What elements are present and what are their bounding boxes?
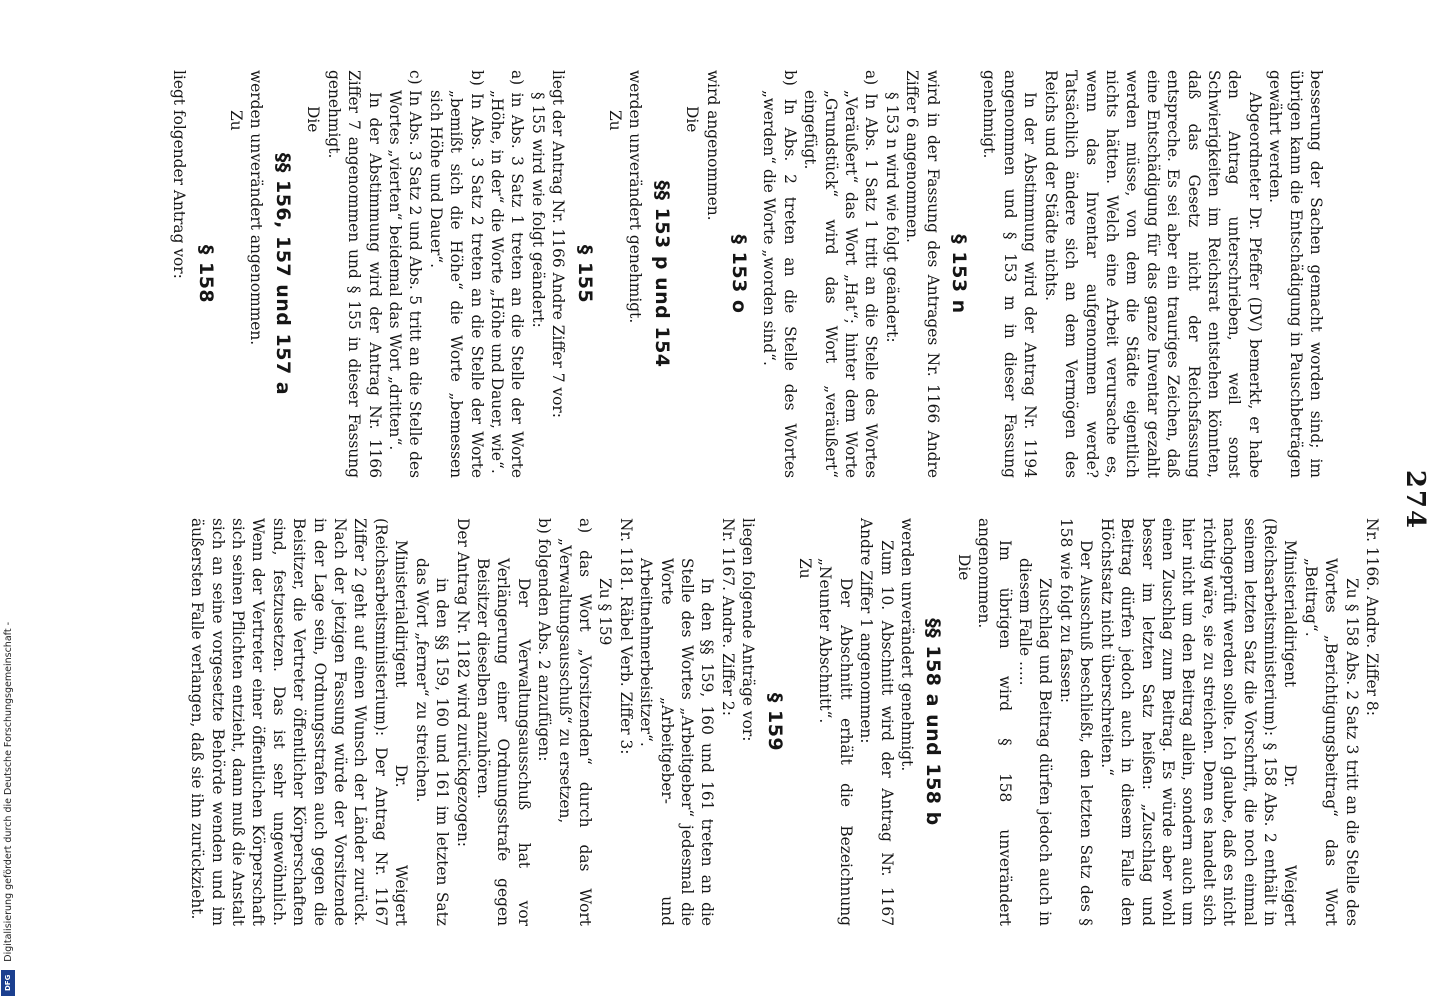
paragraph: Ministerialdirigent Dr. Weigert (Reichsarbeitsministerium): Der Antrag Nr. 1167 Ziffer 2 geht auf einen Wunsch der Länder zurück. Nach der jetzigen Fassung würde der Vorsitzende in der Lage sein, Ordnungsstrafen auch gegen die Beisitzer, die Vertreter öffentlicher Körperschaften sind, festzusetzen. Das ist sehr ungewöhnlich. Wenn der Vertreter einer öffentlichen Körperschaft sich seinen Pflichten entzieht, dann muß die Anstalt sich an seine vorgesetzte Behörde wenden und im äußersten Falle verlangen, daß sie ihn zurückzieht. <box>188 518 411 926</box>
paragraph: Zu § 159 <box>596 578 615 646</box>
paragraph: Zuschlag und Beitrag dürfen jedoch auch in diesem Falle ..... <box>1016 558 1055 926</box>
section-heading: § 153 o <box>728 234 751 314</box>
paragraph: § 155 wird wie folgt geändert: <box>528 92 547 328</box>
paragraph: Die <box>954 554 973 581</box>
paragraph: Nr. 1166. Andre. Ziffer 8: <box>1363 518 1381 716</box>
paragraph: In der Abstimmung wird der Antrag Nr. 1194 angenommen und § 153 m in dieser Fassung genehmigt. <box>980 70 1040 478</box>
paragraph: werden unverändert genehmigt. <box>626 70 645 324</box>
dfg-logo-icon: DFG <box>1 970 15 996</box>
section-heading: §§ 153 p und 154 <box>650 180 673 368</box>
paragraph: In den §§ 159, 160 und 161 treten an die Stelle des Wortes „Arbeitgeber“ jedesmal die Worte „Arbeitgeber- und Arbeitnehmerbeisitzer“. <box>637 558 717 926</box>
paragraph: Der Abschnitt erhält die Bezeichnung „Neunter Abschnitt“. <box>816 558 855 926</box>
paragraph: In der Abstimmung wird der Antrag Nr. 1166 Ziffer 7 angenommen und § 155 in dieser Fassung genehmigt. <box>324 70 384 478</box>
paragraph: Der Ausschuß beschließt, den letzten Satz des § 158 wie folgt zu fassen: <box>1056 518 1096 926</box>
section-heading: §§ 156, 157 und 157 a <box>271 152 294 396</box>
paragraph: wird in der Fassung des Antrages Nr. 1166 Andre Ziffer 6 angenommen. <box>903 70 942 478</box>
page-number: 274 <box>1400 469 1430 531</box>
paragraph: liegen folgende Anträge vor: <box>739 518 758 742</box>
paragraph: in den §§ 159, 160 und 161 im letzten Satz das Wort „ferner“ zu streichen. <box>412 558 452 926</box>
paragraph: Der Antrag Nr. 1182 wird zurückgezogen: <box>453 518 472 847</box>
digitization-credit: Digitalisierung gefördert durch die Deutsche Forschungsgemeinschaft - <box>3 622 14 962</box>
list-item: b) In Abs. 2 treten an die Stelle des Wortes „werden“ die Worte „worden sind“. <box>760 70 799 478</box>
paragraph: Der Verwaltungsausschuß hat vor Verlängerung einer Ordnungsstrafe gegen Beisitzer dieselben anzuhören. <box>473 558 533 926</box>
paragraph: Im übrigen wird § 158 unverändert angenommen. <box>975 518 1014 926</box>
section-heading: § 155 <box>573 244 596 304</box>
paragraph: Zu § 158 Abs. 2 Satz 3 tritt an die Stelle des Wortes „Berichtigungsbeitrag“ das Wort „Beitrag“. <box>1301 558 1361 926</box>
list-item: c) In Abs. 3 Satz 2 und Abs. 5 tritt an die Stelle des Wortes „vierten“ beidemal das Wort „dritten“. <box>385 70 425 478</box>
paragraph: § 153 n wird wie folgt geändert: <box>882 92 901 343</box>
list-item: b) In Abs. 3 Satz 2 treten an die Stelle der Worte „bemißt sich die Höhe“ die Worte „bemessen sich Höhe und Dauer“. <box>426 70 486 478</box>
paragraph: werden unverändert genehmigt. <box>898 518 917 772</box>
paragraph: liegt folgender Antrag vor: <box>170 70 189 279</box>
paragraph: Die <box>683 106 702 133</box>
paragraph: Abgeordneter Dr. Pfeffer (DV) bemerkt, er habe den Antrag unterschrieben, weil sonst Schwierigkeiten im Reichsrat entstehen könnten, daß das Gesetz nicht der Reichsfassung entspreche. Es sei aber ein trauriges Zeichen, daß eine Entschädigung für das ganze Inventar gezahlt werden müsse, von dem die Städte eigentlich nichts hätten. Welch eine Arbeit verursache es, wenn das Inventar aufgenommen werde? Tatsächlich ändere sich an dem Vermögen des Reichs und der Städte nichts. <box>1041 70 1264 478</box>
paragraph: wird angenommen. <box>703 70 722 221</box>
paragraph: Zu <box>606 110 624 131</box>
section-heading: § 153 n <box>948 234 971 314</box>
paragraph: Nr. 1181. Räbel Verb. Ziffer 3: <box>616 518 635 755</box>
paragraph: Ministerialdirigent Dr. Weigert (Reichsarbeitsministerium): § 158 Abs. 2 enthält in seinem letzten Satz die Vorschrift, die noch einmal nachgeprüft werden sollte. Ich glaube, daß es nicht richtig wäre, sie zu streichen. Denn es handelt sich hier nicht um den Beitrag allein, sondern auch um einen Zuschlag zum Beitrag. Es würde aber wohl besser im letzten Satz heißen: „Zuschlag und Beitrag dürfen jedoch auch in diesem Falle den Höchstsatz nicht überschreiten.“ <box>1097 518 1300 926</box>
paragraph: Zum 10. Abschnitt wird der Antrag Nr. 1167 Andre Ziffer 1 angenommen: <box>857 518 896 926</box>
left-column <box>169 70 1326 478</box>
paragraph: Zu <box>227 110 246 131</box>
paragraph: liegt der Antrag Nr. 1166 Andre Ziffer 7 vor: <box>549 70 568 418</box>
section-heading: § 158 <box>194 244 217 304</box>
paragraph: Zu <box>796 558 815 579</box>
right-column <box>187 518 1382 926</box>
list-item: a) das Wort „Vorsitzenden“ durch das Wort „Verwaltungsausschuß“ zu ersetzen, <box>555 518 594 926</box>
paragraph: werden unverändert angenommen. <box>247 70 266 346</box>
list-item: a) in Abs. 3 Satz 1 treten an die Stelle der Worte „Höhe, in der“ die Worte „Höhe und Dauer, wie“. <box>487 70 527 478</box>
paragraph: besserung der Sachen gemacht worden sind; im übrigen kann die Entschädigung in Pauschbeträgen gewährt werden. <box>1266 70 1325 478</box>
section-heading: §§ 158 a und 158 b <box>922 618 945 826</box>
section-heading: § 159 <box>763 692 786 752</box>
paragraph: Nr. 1167. Andre. Ziffer 2: <box>718 518 737 716</box>
list-item: a) In Abs. 1 Satz 1 tritt an die Stelle des Wortes „Veräußert“ das Wort „Hat“; hinter dem Worte „Grundstück“ wird das Wort „veräußert“ eingefügt. <box>801 70 881 478</box>
list-item: b) folgenden Abs. 2 anzufügen: <box>535 518 554 762</box>
paragraph: Die <box>304 106 323 133</box>
